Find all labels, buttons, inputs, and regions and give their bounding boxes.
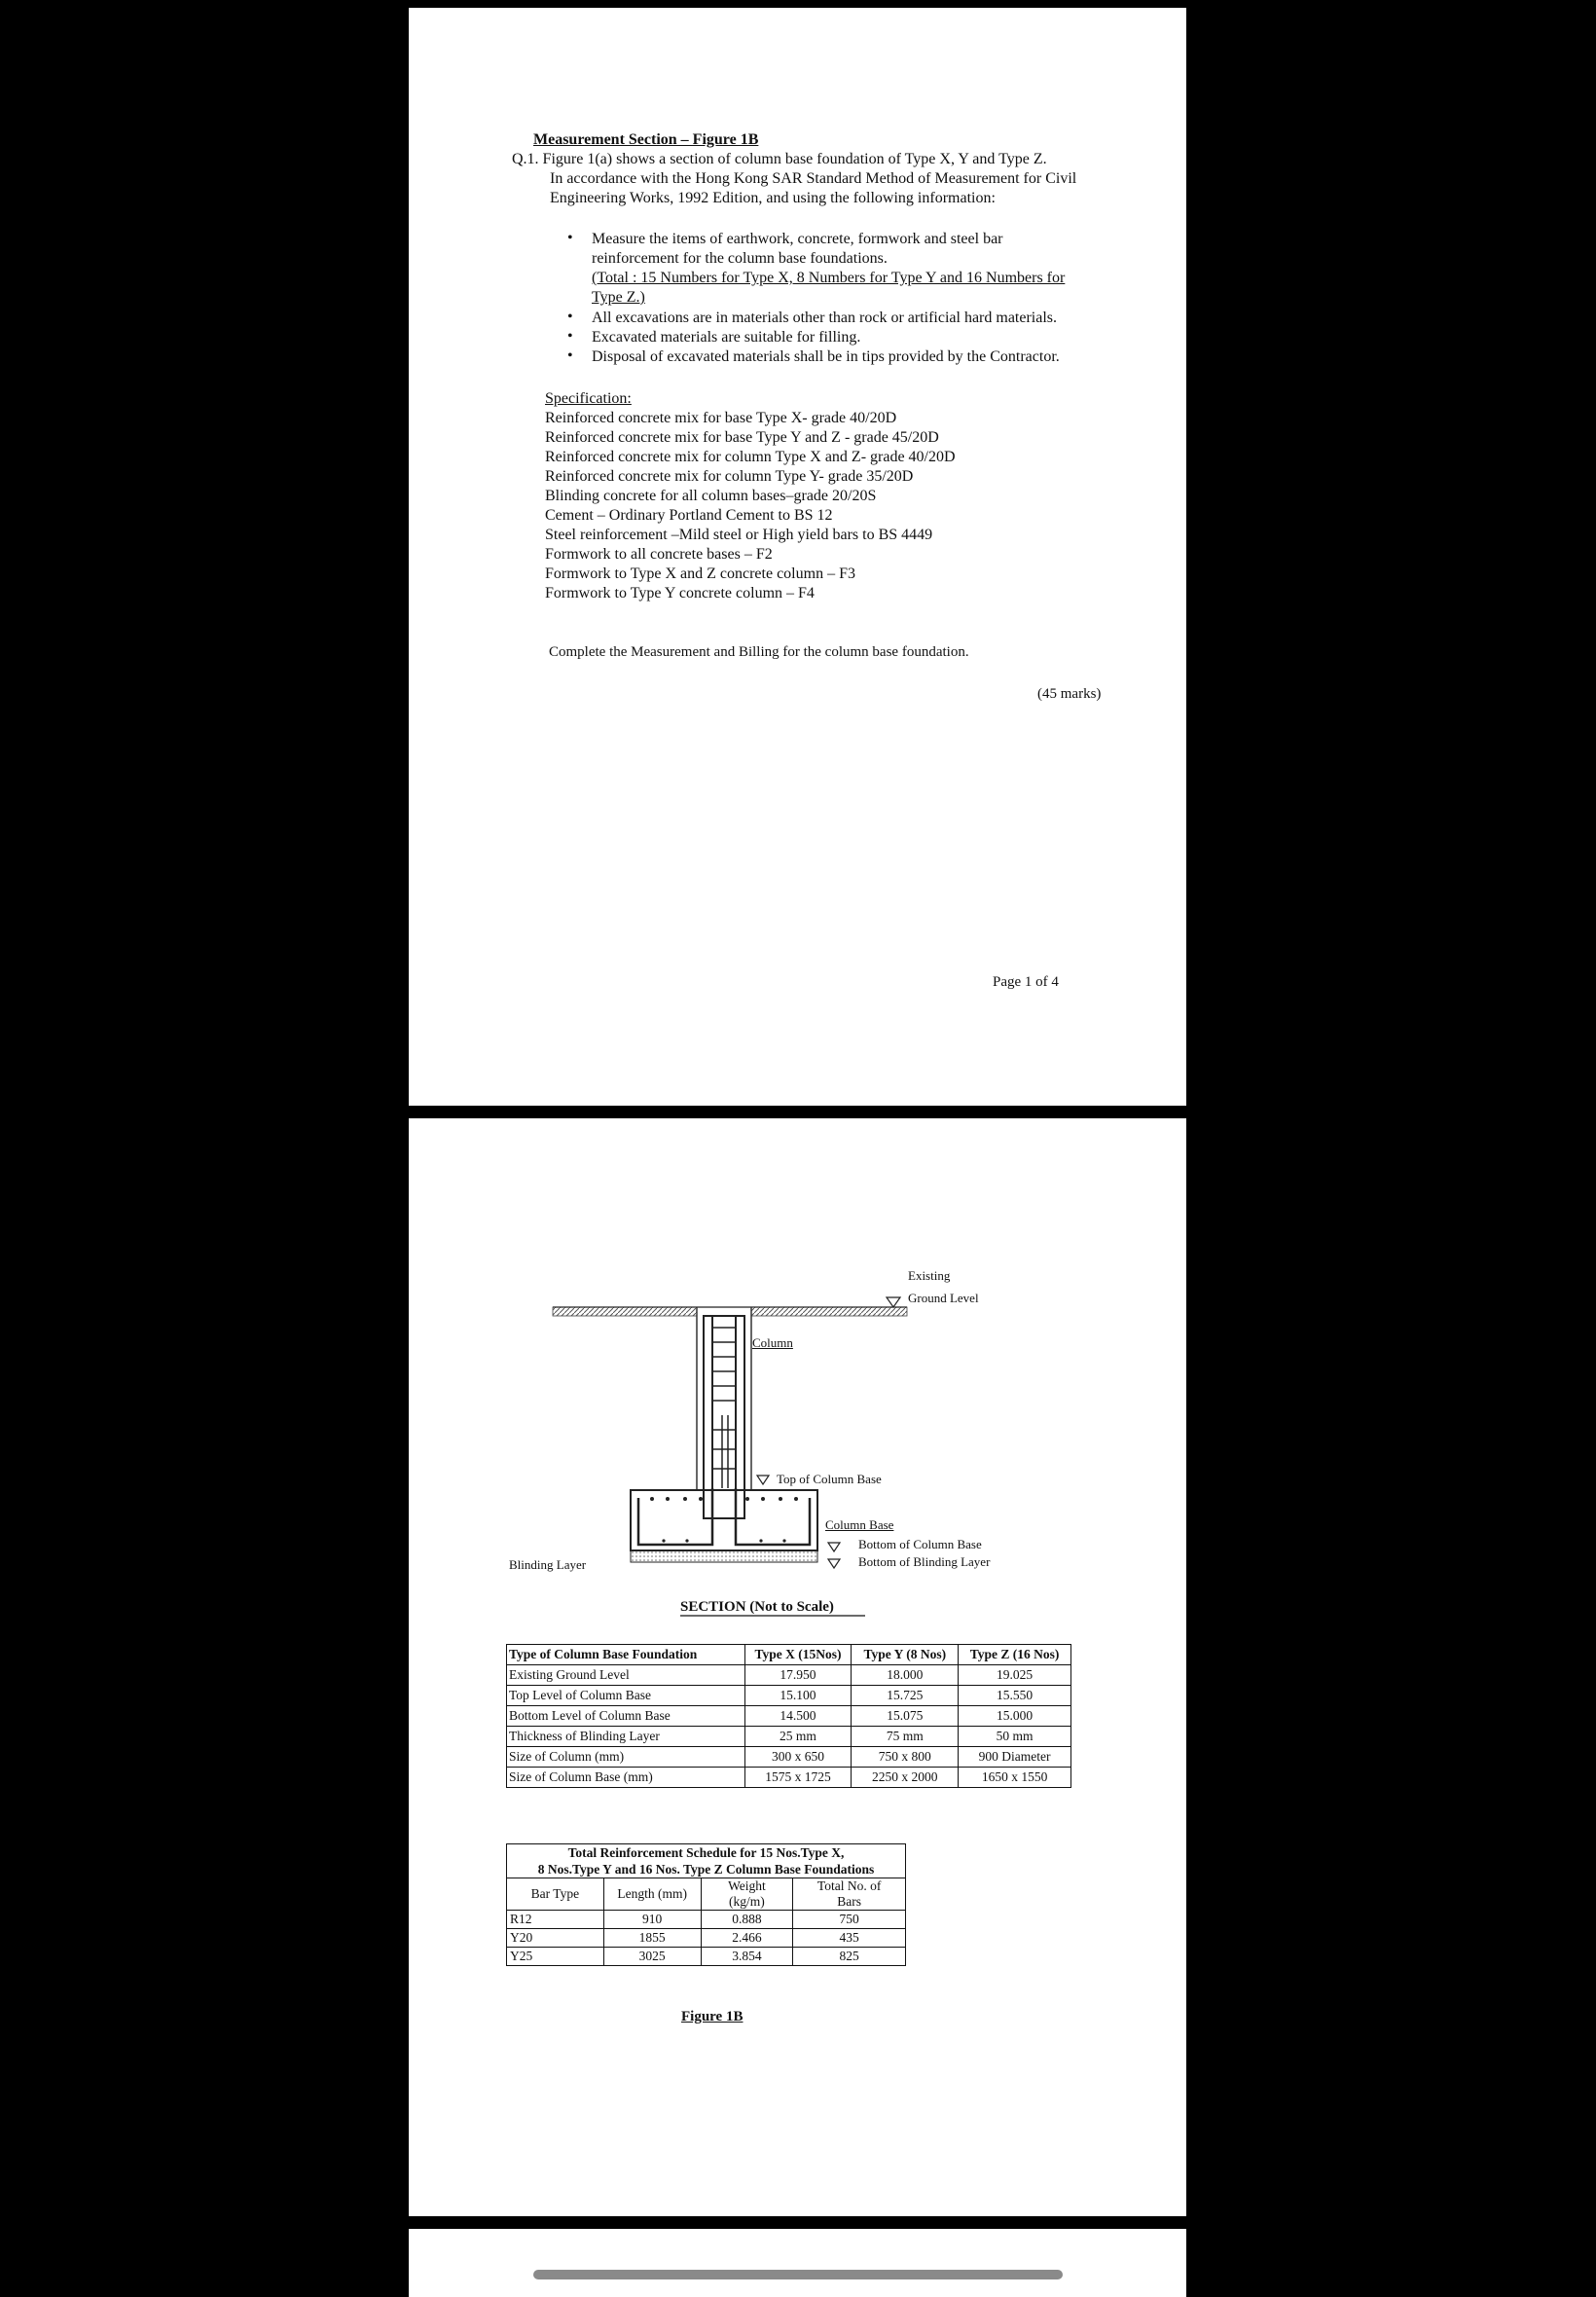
bullet-2: All excavations are in materials other than rock or artificial hard materials. bbox=[592, 310, 1058, 326]
document-page-2 bbox=[409, 1118, 1186, 2216]
table-cell: 2250 x 2000 bbox=[852, 1768, 959, 1788]
schedule-header-cell: Bar Type bbox=[507, 1878, 604, 1911]
table-cell: 19.025 bbox=[959, 1665, 1071, 1686]
spec-item: Steel reinforcement –Mild steel or High yield bars to BS 4449 bbox=[545, 527, 933, 543]
table-cell: 50 mm bbox=[959, 1727, 1071, 1747]
table-cell: Thickness of Blinding Layer bbox=[507, 1727, 745, 1747]
table-cell: 15.550 bbox=[959, 1686, 1071, 1706]
spec-item: Reinforced concrete mix for column Type X and Z- grade 40/20D bbox=[545, 449, 956, 465]
question-line-3: Engineering Works, 1992 Edition, and using the following information: bbox=[550, 190, 996, 206]
schedule-title bbox=[507, 1844, 906, 1878]
bullet-1-line-2: reinforcement for the column base foundations. bbox=[592, 250, 888, 267]
schedule-row bbox=[507, 1948, 906, 1966]
blinding-layer bbox=[631, 1550, 817, 1562]
table-cell: 17.950 bbox=[744, 1665, 852, 1686]
schedule-title-line-1: Total Reinforcement Schedule for 15 Nos.Type X, bbox=[567, 1845, 845, 1860]
table-cell: 900 Diameter bbox=[959, 1747, 1071, 1768]
ground-hatch-right bbox=[751, 1307, 907, 1316]
spec-item: Blinding concrete for all column bases–grade 20/20S bbox=[545, 488, 877, 504]
table-header-row bbox=[507, 1645, 1071, 1665]
bullet-icon: • bbox=[567, 309, 573, 325]
schedule-cell: R12 bbox=[507, 1911, 604, 1929]
table-cell: 1575 x 1725 bbox=[744, 1768, 852, 1788]
spec-item: Reinforced concrete mix for base Type Y and Z - grade 45/20D bbox=[545, 429, 939, 446]
question-line-2: In accordance with the Hong Kong SAR Standard Method of Measurement for Civil bbox=[550, 170, 1077, 187]
bullet-icon: • bbox=[567, 347, 573, 364]
column-base-outline bbox=[631, 1490, 817, 1550]
schedule-cell: 3025 bbox=[603, 1948, 701, 1966]
label-bottom-of-column-base: Bottom of Column Base bbox=[858, 1537, 982, 1551]
bullet-1-total-1: (Total : 15 Numbers for Type X, 8 Numbers for Type Y and 16 Numbers for bbox=[592, 270, 1066, 286]
schedule-title-line-2: 8 Nos.Type Y and 16 Nos. Type Z Column Base Foundations bbox=[537, 1862, 875, 1877]
bullet-3: Excavated materials are suitable for filling. bbox=[592, 329, 861, 346]
label-blinding-layer: Blinding Layer bbox=[509, 1557, 587, 1572]
table-cell: 15.725 bbox=[852, 1686, 959, 1706]
schedule-row bbox=[507, 1929, 906, 1948]
base-rebar-right bbox=[736, 1488, 810, 1545]
label-column: Column bbox=[752, 1335, 793, 1350]
table-header-cell: Type X (15Nos) bbox=[744, 1645, 852, 1665]
instruction-text: Complete the Measurement and Billing for the column base foundation. bbox=[549, 644, 969, 660]
schedule-row bbox=[507, 1911, 906, 1929]
label-column-base: Column Base bbox=[825, 1517, 894, 1532]
table-row bbox=[507, 1686, 1071, 1706]
table-row bbox=[507, 1727, 1071, 1747]
schedule-cell: 750 bbox=[793, 1911, 906, 1929]
schedule-cell: Y25 bbox=[507, 1948, 604, 1966]
marks-label: (45 marks) bbox=[1037, 686, 1102, 702]
excavation-outline bbox=[697, 1307, 751, 1490]
spec-heading: Specification: bbox=[545, 390, 632, 407]
table-row bbox=[507, 1768, 1071, 1788]
table-cell: 14.500 bbox=[744, 1706, 852, 1727]
table-cell: 75 mm bbox=[852, 1727, 959, 1747]
label-bottom-of-blinding-layer: Bottom of Blinding Layer bbox=[858, 1554, 991, 1569]
page-number: Page 1 of 4 bbox=[993, 974, 1059, 990]
schedule-cell: Y20 bbox=[507, 1929, 604, 1948]
base-rebar-left bbox=[638, 1488, 712, 1545]
foundation-table bbox=[506, 1644, 1071, 1788]
page-heading: Measurement Section – Figure 1B bbox=[533, 131, 759, 148]
schedule-cell: 3.854 bbox=[701, 1948, 793, 1966]
table-cell: 15.000 bbox=[959, 1706, 1071, 1727]
table-cell: 750 x 800 bbox=[852, 1747, 959, 1768]
label-top-of-column-base: Top of Column Base bbox=[777, 1472, 882, 1486]
spec-item: Formwork to Type Y concrete column – F4 bbox=[545, 585, 815, 602]
table-header-cell: Type Z (16 Nos) bbox=[959, 1645, 1071, 1665]
question-line-1: Q.1. Figure 1(a) shows a section of column base foundation of Type X, Y and Type Z. bbox=[512, 151, 1047, 167]
table-cell: 300 x 650 bbox=[744, 1747, 852, 1768]
document-page-1 bbox=[409, 8, 1186, 1106]
spec-item: Formwork to all concrete bases – F2 bbox=[545, 546, 773, 563]
schedule-header-weight: Weight bbox=[728, 1878, 766, 1893]
column-outline bbox=[704, 1316, 744, 1518]
table-cell: 25 mm bbox=[744, 1727, 852, 1747]
schedule-cell: 2.466 bbox=[701, 1929, 793, 1948]
table-row bbox=[507, 1665, 1071, 1686]
document-page-3 bbox=[409, 2229, 1186, 2297]
schedule-header-cell bbox=[793, 1878, 906, 1911]
ground-level-marker bbox=[887, 1297, 900, 1307]
table-cell: 15.075 bbox=[852, 1706, 959, 1727]
bullet-1-total-2: Type Z.) bbox=[592, 289, 645, 306]
table-header-cell: Type of Column Base Foundation bbox=[507, 1645, 745, 1665]
table-row bbox=[507, 1706, 1071, 1727]
table-cell: 1650 x 1550 bbox=[959, 1768, 1071, 1788]
table-cell: 15.100 bbox=[744, 1686, 852, 1706]
spec-item: Cement – Ordinary Portland Cement to BS 12 bbox=[545, 507, 833, 524]
schedule-header-total: Total No. of bbox=[816, 1878, 882, 1893]
label-existing: Existing bbox=[908, 1268, 951, 1283]
top-of-base-marker bbox=[757, 1476, 769, 1484]
column-links bbox=[712, 1328, 736, 1469]
schedule-header-row bbox=[507, 1878, 906, 1911]
bullet-icon: • bbox=[567, 328, 573, 345]
bottom-of-blinding-marker bbox=[828, 1559, 840, 1568]
table-cell: 18.000 bbox=[852, 1665, 959, 1686]
table-header-cell: Type Y (8 Nos) bbox=[852, 1645, 959, 1665]
schedule-header-weight-unit: (kg/m) bbox=[729, 1894, 765, 1909]
schedule-header-cell bbox=[701, 1878, 793, 1911]
section-drawing bbox=[409, 1118, 1186, 1624]
spec-item: Reinforced concrete mix for column Type Y- grade 35/20D bbox=[545, 468, 914, 485]
section-title: SECTION (Not to Scale) bbox=[680, 1599, 834, 1615]
table-cell: Size of Column Base (mm) bbox=[507, 1768, 745, 1788]
figure-caption: Figure 1B bbox=[681, 2009, 744, 2024]
bullet-4: Disposal of excavated materials shall be in tips provided by the Contractor. bbox=[592, 348, 1060, 365]
schedule-cell: 1855 bbox=[603, 1929, 701, 1948]
ground-hatch-left bbox=[553, 1307, 697, 1316]
bottom-of-base-marker bbox=[828, 1543, 840, 1551]
spec-list bbox=[545, 409, 956, 603]
schedule-cell: 910 bbox=[603, 1911, 701, 1929]
schedule-cell: 0.888 bbox=[701, 1911, 793, 1929]
table-cell: Existing Ground Level bbox=[507, 1665, 745, 1686]
scrollbar-thumb[interactable] bbox=[533, 2270, 1063, 2279]
table-cell: Top Level of Column Base bbox=[507, 1686, 745, 1706]
spec-item: Formwork to Type X and Z concrete column – F3 bbox=[545, 565, 855, 582]
table-cell: Bottom Level of Column Base bbox=[507, 1706, 745, 1727]
schedule-title-row bbox=[507, 1844, 906, 1878]
schedule-header-bars: Bars bbox=[837, 1894, 861, 1909]
base-rebar-dots bbox=[650, 1497, 798, 1543]
label-ground-level: Ground Level bbox=[908, 1291, 979, 1305]
table-cell: Size of Column (mm) bbox=[507, 1747, 745, 1768]
bullet-1-line-1: Measure the items of earthwork, concrete, formwork and steel bar bbox=[592, 231, 1003, 247]
table-row bbox=[507, 1747, 1071, 1768]
spec-item: Reinforced concrete mix for base Type X- grade 40/20D bbox=[545, 410, 897, 426]
schedule-cell: 435 bbox=[793, 1929, 906, 1948]
schedule-cell: 825 bbox=[793, 1948, 906, 1966]
bullet-icon: • bbox=[567, 230, 573, 246]
schedule-header-cell: Length (mm) bbox=[603, 1878, 701, 1911]
reinforcement-schedule bbox=[506, 1843, 906, 1966]
